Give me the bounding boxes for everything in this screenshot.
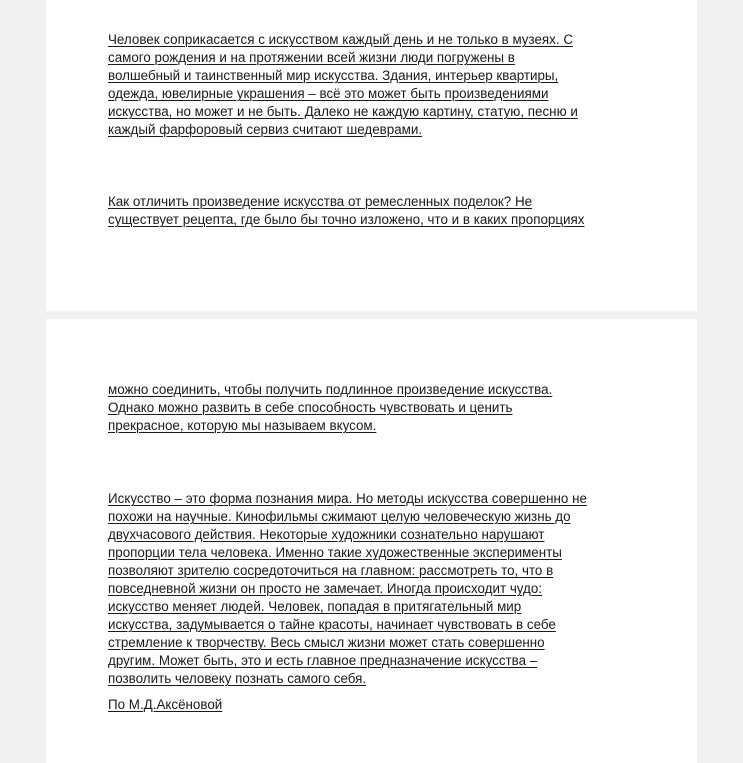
text-line: Человек соприкасается с искусством каждый день и не только в музеях. С xyxy=(108,32,573,47)
text-line: позволяют зрителю сосредоточиться на главном: рассмотреть то, что в xyxy=(108,563,554,578)
document-page-1 xyxy=(46,0,697,311)
attribution xyxy=(108,696,648,714)
attribution-line: По М.Д.Аксёновой xyxy=(108,697,223,712)
text-line: двухчасового действия. Некоторые художники сознательно нарушают xyxy=(108,527,545,542)
text-line: стремление к творчеству. Весь смысл жизни может стать совершенно xyxy=(108,635,545,650)
text-line: прекрасное, которую мы называем вкусом. xyxy=(108,418,377,433)
text-line: похожи на научные. Кинофильмы сжимают целую человеческую жизнь до xyxy=(108,509,571,524)
text-line: волшебный и таинственный мир искусства. Здания, интерьер квартиры, xyxy=(108,68,559,83)
text-line: искусство меняет людей. Человек, попадая в притягательный мир xyxy=(108,599,522,614)
paragraph-art-as-cognition xyxy=(108,490,648,688)
text-line: искусства, но может и не быть. Далеко не каждую картину, статую, песню и xyxy=(108,104,578,119)
text-line: одежда, ювелирные украшения – всё это может быть произведениями xyxy=(108,86,549,101)
paragraph-taste xyxy=(108,381,648,435)
text-line: можно соединить, чтобы получить подлинное произведение искусства. xyxy=(108,382,553,397)
text-line: пропорции тела человека. Именно такие художественные эксперименты xyxy=(108,545,562,560)
paragraph-art-everyday xyxy=(108,31,648,139)
text-line: существует рецепта, где было бы точно изложено, что и в каких пропорциях xyxy=(108,212,585,227)
text-line: искусства, задумывается о тайне красоты, начинает чувствовать в себе xyxy=(108,617,556,632)
text-line: Искусство – это форма познания мира. Но методы искусства совершенно не xyxy=(108,491,587,506)
text-line: Как отличить произведение искусства от ремесленных поделок? Не xyxy=(108,194,533,209)
text-line: каждый фарфоровый сервиз считают шедеврами. xyxy=(108,122,423,137)
document-page-2 xyxy=(46,319,697,763)
text-line: повседневной жизни он просто не замечает. Иногда происходит чудо: xyxy=(108,581,543,596)
paragraph-how-to-distinguish xyxy=(108,193,648,229)
text-line: самого рождения и на протяжении всей жизни люди погружены в xyxy=(108,50,515,65)
text-line: позволить человеку познать самого себя. xyxy=(108,671,367,686)
text-line: Однако можно развить в себе способность чувствовать и ценить xyxy=(108,400,513,415)
text-line: другим. Может быть, это и есть главное предназначение искусства – xyxy=(108,653,538,668)
